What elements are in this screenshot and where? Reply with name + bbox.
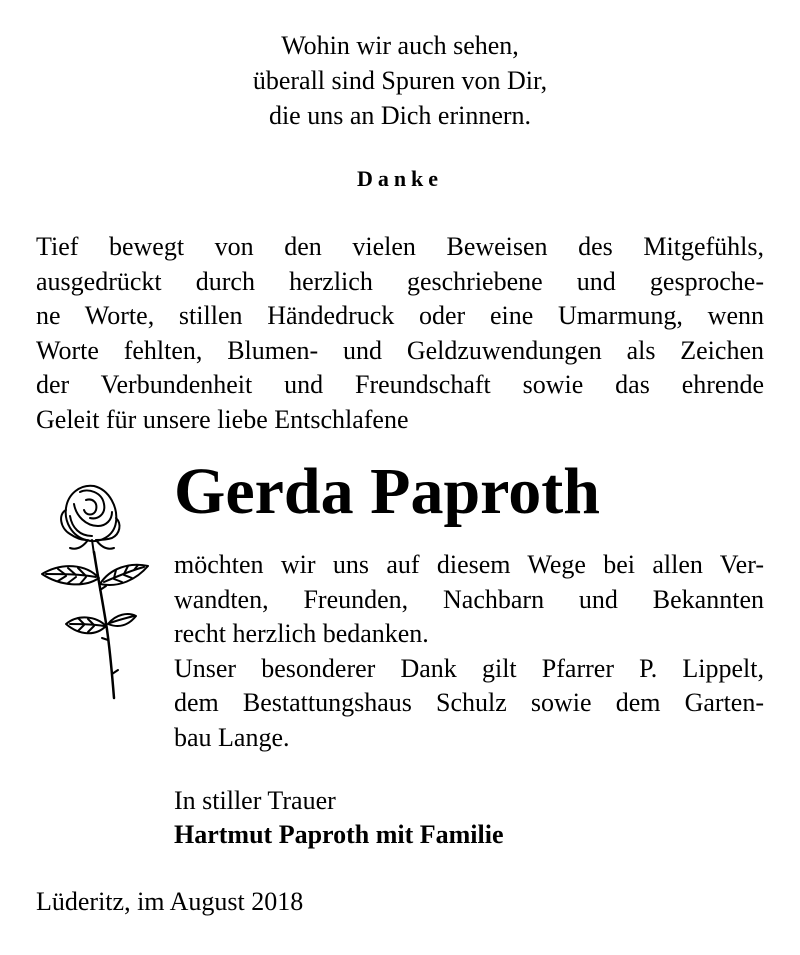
thanks-line: möchten wir uns auf diesem Wege bei allen Ver- [174, 550, 764, 579]
intro-line: der Verbundenheit und Freundschaft sowie das ehrende [36, 370, 764, 399]
thanks-paragraph [174, 548, 764, 755]
intro-line: Worte fehlten, Blumen- und Geldzuwendungen als Zeichen [36, 335, 764, 365]
thanks-line: Unser besonderer Dank gilt Pfarrer P. Lippelt, [174, 653, 764, 683]
intro-line: ne Worte, stillen Händedruck oder eine Umarmung, wenn [36, 301, 764, 330]
poem-line: Wohin wir auch sehen, [281, 31, 519, 60]
intro-paragraph [36, 230, 764, 437]
intro-line: Tief bewegt von den vielen Beweisen des Mitgefühls, [36, 232, 764, 261]
heading-danke: Danke [356, 166, 444, 191]
rose-icon [36, 478, 156, 703]
intro-line: Geleit für unsere liebe Entschlafene [36, 404, 409, 434]
place-date: Lüderitz, im August 2018 [36, 887, 304, 916]
closing-phrase: In stiller Trauer [174, 786, 336, 815]
signature: Hartmut Paproth mit Familie [174, 820, 504, 849]
poem-line: überall sind Spuren von Dir, [252, 66, 548, 95]
thanks-line: recht herzlich bedanken. [174, 619, 429, 648]
thanks-line: bau Lange. [174, 722, 290, 752]
poem [0, 28, 800, 133]
closing [174, 784, 504, 852]
intro-line: ausgedrückt durch herzlich geschriebene und gesproche- [36, 266, 764, 296]
poem-line: die uns an Dich erinnern. [268, 101, 532, 130]
thanks-line: wandten, Freunden, Nachbarn und Bekannten [174, 584, 764, 614]
thanks-line: dem Bestattungshaus Schulz sowie dem Garten- [174, 688, 764, 717]
deceased-name: Gerda Paproth [174, 455, 600, 528]
